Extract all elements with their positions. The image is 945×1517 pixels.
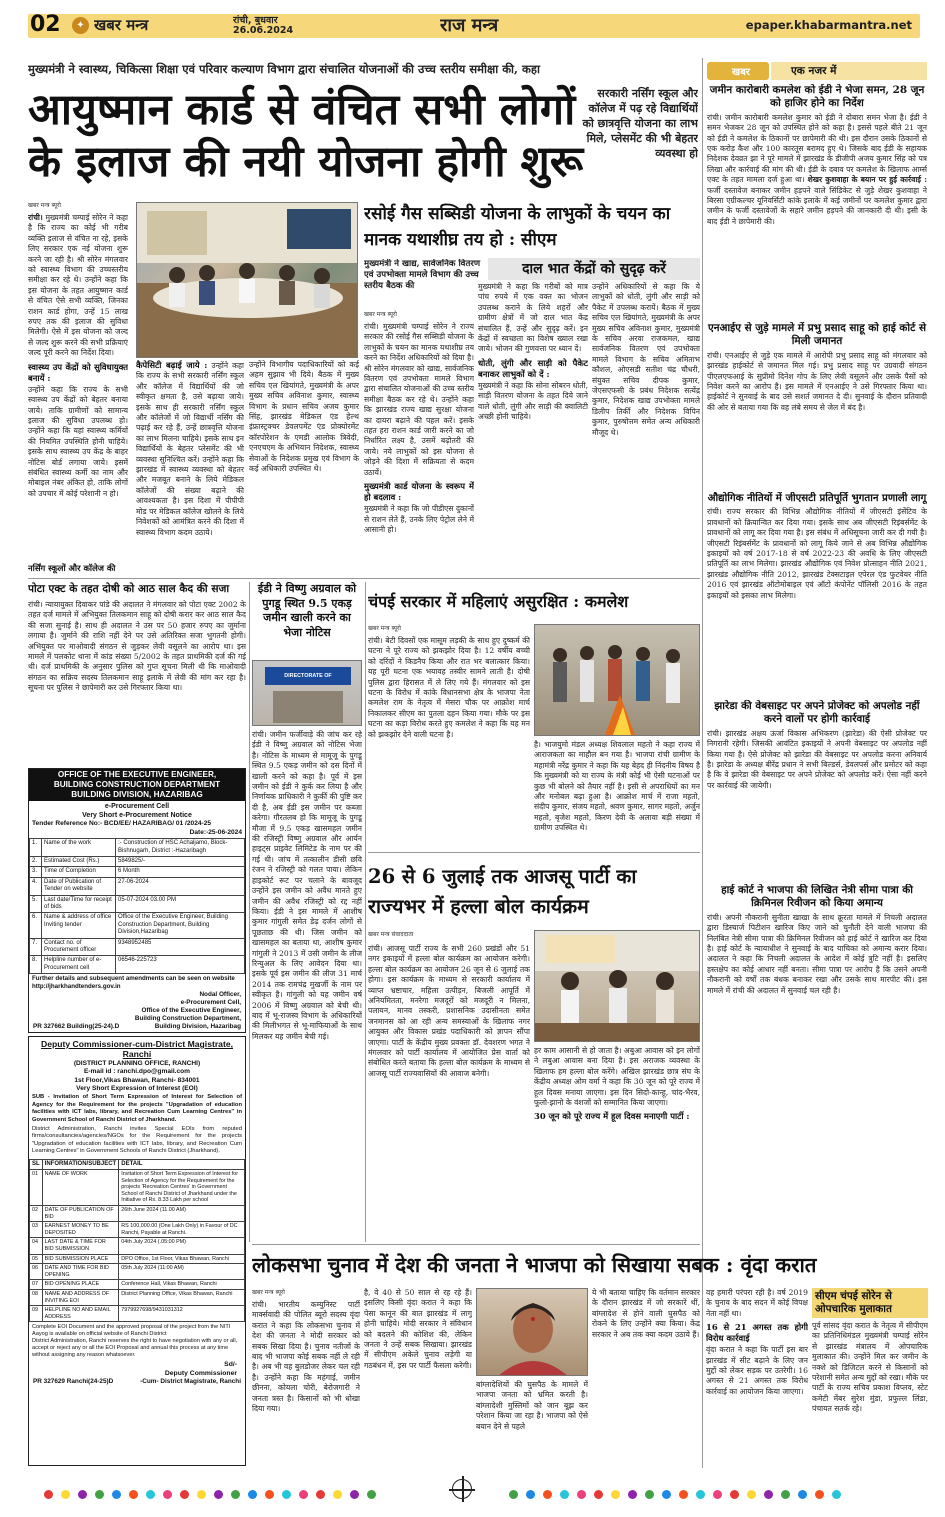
registration-color-dot bbox=[798, 1490, 807, 1499]
lead-dateline: रांची। bbox=[28, 213, 43, 222]
table-row bbox=[30, 1254, 245, 1264]
notice1-sign4: Building Construction Department, bbox=[134, 1014, 241, 1022]
row-subject: EARNEST MONEY TO BE DEPOSITED bbox=[42, 1222, 119, 1238]
row-subject: Helpline number of e-Procurement cell bbox=[42, 956, 116, 974]
registration-color-dot bbox=[265, 1490, 274, 1499]
ajsu-byline: खबर मन्त्र संवाददाता bbox=[368, 931, 414, 938]
section-title: राज मन्त्र bbox=[440, 15, 499, 36]
notice1-table bbox=[29, 838, 245, 974]
brinda-col1: रांची। भारतीय कम्युनिस्ट पार्टी मार्क्सवादी की पोलित ब्यूरो सदस्य वृंदा करात ने कहा कि लोकसभा चुनाव में देश की जनता ने मोदी सरकार को सबक सिखा दिया है। चुनाव नतीजों के बाद भी भाजपा कोई सबक नहीं ले रही है। अब भी वह बुलडोजर लेकर चल रही है। उन्होंने कहा कि महंगाई, जमीन छीनना, कोयला चोरी, बेरोजगारी ने जनता त्रस्त है। किसानों को भी धोखा दिया गया। bbox=[252, 1300, 360, 1414]
row-detail: Invitation of Short Term Expression of Interest for Selection of Agency for the Requirement for the projects 'Recreation Centres' in Government School of Ranchi District of Jharkhand under the Initiative of Rs. 8.33 Lakh per school bbox=[119, 1170, 245, 1206]
masthead bbox=[0, 0, 945, 50]
registration-color-dot bbox=[350, 1490, 359, 1499]
footer-dots-right bbox=[505, 1484, 905, 1496]
row-detail: District Planning Office, Vikas Bhawan, Ranchi bbox=[119, 1290, 245, 1306]
row-detail: DPO Office, 1st Floor, Vikas Bhawan, Ranchi bbox=[119, 1254, 245, 1264]
notice1-pr: PR 327662 Building(25-24).D bbox=[33, 1022, 120, 1030]
lead-col2-subhead: कैपेसिटी बढ़ाई जाये : bbox=[136, 360, 208, 370]
divider bbox=[368, 852, 700, 853]
gas-byline: खबर मन्त्र ब्यूरो bbox=[364, 311, 397, 318]
notice2-th-detail: DETAIL bbox=[119, 1159, 245, 1169]
registration-color-dot bbox=[197, 1490, 206, 1499]
row-number: 1. bbox=[30, 839, 42, 857]
registration-color-dot bbox=[299, 1490, 308, 1499]
ajsu-col1: रांची। आजसू पार्टी राज्य के सभी 260 प्रखंडों और 51 नगर इकाइयों में हल्ला बोल कार्यक्रम का आयोजन करेगी। हल्ला बोल कार्यक्रम का आयोजन 26 जून से 6 जुलाई तक होगा। इस कार्यक्रम के माध्यम से सरकारी कार्यालय में व्याप्त भ्रष्टाचार, महिला उत्पीड़न, बिजली आपूर्ति में अनियमितता, मनरेगा मजदूरों को मजदूरी न मिलना, पलायन, मानव तस्करी, प्रशासनिक उदासीनता समेत जनमानस को आ रही अन्य समस्याओं के खिलाफ नगर आयुक्त और विकास प्रखंड पदाधिकारी को ज्ञापन सौंपा जाएगा। पार्टी के केंद्रीय मुख्य प्रवक्ता डॉ. देवशरण भगत ने मंगलवार को पार्टी कार्यालय में आयोजित प्रेस वार्ता को संबोधित करते बताया कि हल्ला बोल कार्यक्रम के माध्यम से आजसू पार्टी राज्यवासियों की आवाज बनेगी। bbox=[368, 944, 530, 1078]
registration-color-dot bbox=[163, 1490, 172, 1499]
registration-color-dot bbox=[713, 1490, 722, 1499]
sidebar-t1-subhead: शेखर कुशवाहा के बयान पर हुई कार्रवाई : bbox=[807, 175, 927, 185]
row-number: 2. bbox=[30, 857, 42, 867]
row-detail: 27-06-2024 bbox=[116, 877, 245, 895]
notice2-th-subject: INFORMATION/SUBJECT bbox=[42, 1159, 119, 1169]
notice1-sub2: Very Short e-Procurement Notice bbox=[82, 812, 192, 819]
brinda-subhead: 16 से 21 अगस्त तक होगी विरोध कार्रवाई bbox=[706, 1322, 808, 1344]
sidebar-h3: औद्योगिक नीतियों में जीएसटी प्रतिपूर्ति भुगतान प्रणाली लागू bbox=[707, 492, 927, 504]
row-subject: Last date/Time for receipt of bids bbox=[42, 895, 116, 913]
table-row bbox=[30, 1280, 245, 1290]
lead-col3-text: उन्होंने विभागीय पदाधिकारियों को कई अहम सुझाव भी दिये। बैठक में मुख्य सचिव एल खियांगते, मुख्यमंत्री के अपर मुख्य सचिव अविनाश कुमार, स्वास्थ्य विभाग के प्रधान सचिव अजय कुमार सिंह, झारखंड मेडिकल एंड हेल्थ इंफ्रास्ट्रक्चर डेवलपमेंट एंड प्रोक्योरमेंट कॉरपोरेशन के एमडी आलोक त्रिवेदी, एनएचएम के अभियान निदेशक, स्वास्थ्य सेवाओं के निदेशक प्रमुख एवं विभाग के कई अधिकारी उपस्थित थे। bbox=[249, 360, 359, 474]
row-number: 7. bbox=[30, 938, 42, 956]
row-subject: NAME OF WORK bbox=[42, 1170, 119, 1206]
brinda-col2: है, वे 40 से 50 साल से रह रहे हैं। इसलिए किसी वृंदा करात ने कहा कि पेसा कानून की बात झारखंड में लागू होनी चाहिये। मोदी सरकार ने संविधान को बदलने की कोशिश की, लेकिन जनता ने उन्हें सबक सिखाया। झारखंड में सीपीएम अकेले चुनाव लड़ेगी या गठबंधन में, इस पर पार्टी फैसला करेगी। bbox=[364, 1288, 472, 1370]
registration-color-dot bbox=[628, 1490, 637, 1499]
sidebar-story-2 bbox=[707, 322, 927, 490]
gas-col2-text: मुख्यमंत्री ने कहा कि गरीबों को मात्र पांच रुपये में एक वक्त का भोजन उपलब्ध कराने के लिये शहरों और ग्रामीण क्षेत्रों में जो दाल भात केंद्र संचालित हैं, उन्हें और सुदृढ़ करें। इन केंद्रों में स्वच्छता का विशेष ख्याल रखा जाये। भोजन की गुणवत्ता पर ध्यान दें। bbox=[478, 282, 588, 354]
row-detail: 06546-225723 bbox=[116, 956, 245, 974]
row-number: 05 bbox=[30, 1254, 43, 1264]
registration-color-dot bbox=[367, 1490, 376, 1499]
notice1-sub1: e-Procurement Cell bbox=[104, 803, 170, 810]
registration-color-dot bbox=[730, 1490, 739, 1499]
registration-color-dot bbox=[78, 1490, 87, 1499]
sidebar-label-ek-nazar: एक नजर में bbox=[791, 65, 837, 77]
gas-col3-text: उन्होंने अधिकारियों से कहा कि ये लाभुकों को धोती, लुंगी और साड़ी को पैकेट में उपलब्ध करायें। बैठक में मुख्य सचिव एल खियांगते, मुख्यमंत्री के अपर मुख्य सचिव अविनाश कुमार, मुख्यमंत्री के सचिव अरवा राजकमल, खाद्य सार्वजनिक वितरण एवं उपभोक्ता मामले विभाग के सचिव अमिताभ कौशल, ओएसडी सतीश चंद्र चौधरी, संयुक्त सचिव दीपक कुमार, जेएसएफसी के प्रबंध निदेशक सत्येंद्र कुमार, निदेशक खाद्य उपभोक्ता मामले डिलीप तिर्की और निदेशक विपिन कुमार, पुरुषोत्तम समेत अन्य अधिकारी मौजूद थे। bbox=[592, 282, 700, 437]
row-subject: Date of Publication of Tender on website bbox=[42, 877, 116, 895]
row-detail: 05-07-2024 03.00 PM bbox=[116, 895, 245, 913]
registration-color-dot bbox=[282, 1490, 291, 1499]
gas-col2-subhead: धोती, लुंगी और साड़ी को पैकेट बनाकर लाभुकों को दें : bbox=[478, 357, 588, 379]
brand-logo-icon: ✦ bbox=[72, 17, 89, 34]
row-detail: 04th July 2024 (.05:00 PM) bbox=[119, 1238, 245, 1254]
lead-col2-text: उन्होंने कहा कि राज्य के सभी सरकारी नर्सिंग स्कूल और कॉलेज में विद्यार्थियों की जो स्वीकृत क्षमता है, उसे बढ़ाया जाये। इसके साथ ही सरकारी नर्सिंग स्कूल और कॉलेजों में जो विद्यार्थी नर्सिंग की पढ़ाई कर रहे हैं, उन्हें छात्रवृत्ति योजना का लाभ मिलना चाहिये। इसके साथ इन विद्यार्थियों के बेहतर प्लेसमेंट की भी व्यवस्था सुनिश्चित करें। उन्होंने कहा कि झारखंड में स्वास्थ्य व्यवस्था को बेहतर और मजबूत बनाने के लिये मेडिकल कॉलेजों की संख्या बढ़ाने की आवश्यकता है। इस दिशा में पीपीपी मोड पर मेडिकल कॉलेज खोलने के लिये निवेशकों को आमंत्रित करने की दिशा में स्वास्थ्य विभाग कदम उठाये। bbox=[136, 361, 244, 537]
registration-color-dot bbox=[645, 1490, 654, 1499]
ajsu-headline: 26 से 6 जुलाई तक आजसू पार्टी का राज्यभर में हल्ला बोल कार्यक्रम bbox=[368, 865, 637, 918]
sidebar-story-4 bbox=[707, 700, 927, 880]
page-number: 02 bbox=[30, 12, 61, 37]
registration-color-dot bbox=[832, 1490, 841, 1499]
registration-color-dot bbox=[594, 1490, 603, 1499]
registration-color-dot bbox=[61, 1490, 70, 1499]
gas-headline: रसोई गैस सब्सिडी योजना के लाभुकों के चयन का मानक यथाशीघ्र तय हो : सीएम bbox=[364, 204, 671, 250]
notice2-table bbox=[29, 1159, 245, 1323]
notice2-footer1: Complete EOI Document and the approved proposal of the project from the NITI Aayog is available on official website of Ranchi District bbox=[32, 1324, 231, 1338]
notice1-title3: BUILDING DIVISION, HAZARIBAG bbox=[71, 790, 203, 799]
gas-col1-text: रांची। मुख्यमंत्री चम्पाई सोरेन ने राज्य सरकार की रसोई गैस सब्सिडी योजना के लाभुकों के चयन का मानक यथाशीघ्र तय करने का निर्देश अधिकारियों को दिया है। श्री सोरेन मंगलवार को खाद्य, सार्वजनिक वितरण एवं उपभोक्ता मामले विभाग द्वारा संचालित योजनाओं की उच्च स्तरीय समीक्षा बैठक कर रहे थे। उन्होंने कहा कि झारखंड राज्य खाद्य सुरक्षा योजना का दायरा बढ़ाने की पहल करें। इसके तहत हरा राशन कार्ड जारी करने का जो निर्धारित लक्ष्य है, उसमें बढ़ोतरी की जाये। नये लाभुकों को इस योजना से जोड़ने की दिशा में सक्रियता से कदम उठायें। bbox=[364, 322, 474, 477]
table-row bbox=[30, 1306, 245, 1322]
divider bbox=[252, 1244, 700, 1245]
brinda-photo-caption: बांग्लादेशियों की घुसपैठ के मामले में भाजपा जनता को भ्रमित करती है। बांग्लादेशी मुस्लिमों को जान बूझ कर परेशान किया जा रहा है। भाजपा को ऐसे बयान देने से पहले bbox=[476, 1380, 588, 1431]
notice2-sd: Sd/- bbox=[224, 1361, 237, 1369]
registration-color-dot bbox=[112, 1490, 121, 1499]
registration-color-dot bbox=[543, 1490, 552, 1499]
gas-subbanner: दाल भात केंद्रों को सुदृढ़ करें bbox=[488, 258, 700, 280]
gas-col2 bbox=[478, 282, 588, 572]
ed-photo bbox=[252, 660, 362, 726]
registration-color-dot bbox=[214, 1490, 223, 1499]
footer-bar bbox=[0, 1474, 945, 1504]
row-subject: NAME AND ADDRESS OF INVITING EOI bbox=[42, 1290, 119, 1306]
registration-color-dot bbox=[526, 1490, 535, 1499]
lead-photo-meeting bbox=[136, 202, 358, 358]
sidebar-h1: जमीन कारोबारी कमलेश को ईडी ने भेजा समन, 28 जून को हाजिर होने का निर्देश bbox=[709, 84, 925, 110]
ajsu-subhead: 30 जून को पूरे राज्य में हूल दिवस मनाएगी पार्टी : bbox=[534, 1111, 690, 1122]
champai-col1: रांची। बेटी दिवसों एक मासूम लड़की के साथ हुए दुष्कर्म की घटना ने पूरे राज्य को झकझोर दिया है। 12 वर्षीय बच्ची को दरिंदों ने किडनैप किया और रात भर बलात्कार किया। यह पूरी घटना एक भयावह तस्वीर सामने लाती है। दोषी पुलिस द्वारा हिरासत में ले लिए गये हैं। मंगलवार को इस घटना के विरोध में कांके विधानसभा क्षेत्र के भाजपा नेता कमलेश राम के नेतृत्व में मेसरा चौक पर आक्रोश मार्च निकालकर सीएम का पुतला दहन किया गया। मौके पर इस घटना का कड़ा विरोध करते हुए कमलेश ने कहा कि यह मन को झकझोर देने वाली घटना है। bbox=[368, 636, 530, 739]
notice1-sign1: Nodal Officer, bbox=[199, 991, 241, 999]
notice2-sub2: E-mail id : ranchi.dpo@gmail.com bbox=[83, 1068, 191, 1076]
sidebar-story-1 bbox=[707, 84, 927, 319]
meeting-photo-illustration bbox=[137, 203, 358, 358]
row-detail: 9348952485 bbox=[116, 938, 245, 956]
ajsu-col2-text: हर काम आसानी से हो जाता है। अबुआ आवास को इन लोगों ने लबुआ आवास बना दिया है। इस अराजक व्यवस्था के खिलाफ हम हल्ला बोल करेंगे। अखिल झारखंड छात्र संघ के केंद्रीय अध्यक्ष ओम वर्मा ने कहा कि 30 जून को पूरे राज्य में हूल दिवस मनाया जाएगा। इस दिन सिदो-कान्हू, चांद-भैरव, फूलो-झानो के वंशजों को सम्मानित किया जाएगा। bbox=[534, 1046, 700, 1108]
registration-color-dot bbox=[781, 1490, 790, 1499]
registration-color-dot bbox=[333, 1490, 342, 1499]
lead-para1: मुख्यमंत्री चम्पाई सोरेन ने कहा है कि राज्य का कोई भी गरीब व्यक्ति इलाज से वंचित ना रहे, इसके लिए सरकार एक नई योजना शुरू करने जा रही है। श्री सोरेन मंगलवार को स्वास्थ्य विभाग की उच्चस्तरीय समीक्षा कर रहे थे। उन्होंने कहा कि इस योजना के तहत आयुष्मान कार्ड से वंचित ऐसे सभी व्यक्ति, जिनका राशन कार्ड होगा, उन्हें 15 लाख रुपए तक की इलाज की सुविधा मिलेगी। ऐसे में इस योजना को जल्द से जल्द शुरू करने की सभी प्रक्रियाएं जल्द पूरी करने का निर्देश दिया। bbox=[28, 213, 128, 358]
lead-col1 bbox=[28, 213, 128, 568]
notice1-sign5: Building Division, Hazaribag bbox=[154, 1022, 241, 1030]
brinda-col4-text: वह हमारी परंपरा रही है। वर्ष 2019 के चुनाव के बाद सदन में कोई विपक्ष नेता नहीं था। bbox=[706, 1288, 808, 1318]
table-row bbox=[30, 1290, 245, 1306]
sidebar-label-khabar: खबर bbox=[732, 67, 750, 78]
notice2-footer2: District Administration, Ranchi reserves the right to have negotiation with any or all, accept or reject any or all the EOI Proposal and annual this process at any time without assigning any reason whatsoever. bbox=[32, 1338, 238, 1359]
row-subject: DATE OF PUBLICATION OF BID bbox=[42, 1206, 119, 1222]
notice1-sign2: e-Procurement Cell, bbox=[180, 999, 241, 1007]
row-number: 06 bbox=[30, 1264, 43, 1280]
lead-col1-subhead2: नर्सिंग स्कूलों और कॉलेज की bbox=[28, 563, 116, 573]
brinda-col3: ये भी बताया चाहिए कि वर्तमान सरकार के दौरान झारखंड में जो सरकारें थीं, बांग्लादेश से होने वाली घुसपैठ को रोकने के लिए उन्होंने क्या किया। केंद्र सरकार ने अब तक क्या कदम उठाये हैं। bbox=[592, 1288, 700, 1339]
ed-photo-caption: DIRECTORATE OF bbox=[265, 667, 351, 685]
row-detail: Conference Hall, Vikas Bhawan, Ranchi bbox=[119, 1280, 245, 1290]
notice2-sub1: (DISTRICT PLANNING OFFICE, RANCHI) bbox=[73, 1059, 201, 1067]
row-subject: HELPLINE NO AND EMAIL ADDRESS bbox=[42, 1306, 119, 1322]
registration-color-dot bbox=[146, 1490, 155, 1499]
registration-color-dot bbox=[577, 1490, 586, 1499]
ed-headline: ईडी ने विष्णु अग्रवाल को पुगडू स्थित 9.5 एकड़ जमीन खाली करने का भेजा नोटिस bbox=[257, 582, 357, 639]
gas-col1b-text: मुख्यमंत्री ने कहा कि जो पीडीएस दुकानों से राशन लेते हैं, उनके लिए पेट्रोल लेने में आसानी हो। bbox=[364, 504, 474, 534]
registration-color-dot bbox=[747, 1490, 756, 1499]
epaper-url[interactable]: epaper.khabarmantra.net bbox=[745, 18, 912, 32]
notice2-body2: District Administration, Ranchi invites Special EOIs from reputed firms/consultancies/agencies/NGOs for the Requirement for the projects "Upgradation of education facilities with ICT labs, library, and Recreation Cum Learning Centres" in Government Schools of Ranchi District (Jharkhand). bbox=[32, 1126, 242, 1155]
row-subject: BID OPENING PLACE bbox=[42, 1280, 119, 1290]
row-number: 5. bbox=[30, 895, 42, 913]
row-subject: Time of Completion bbox=[42, 867, 116, 877]
gas-side-deck: मुख्यमंत्री ने खाद्य, सार्वजनिक वितरण एवं उपभोक्ता मामले विभाग की उच्च स्तरीय बैठक की bbox=[364, 259, 481, 291]
sidebar-t1: रांची। जमीन कारोबारी कमलेश कुमार को ईडी ने दोबारा समन भेजा है। ईडी ने समन भेजकर 28 जून को उपस्थित होने को कहा है। इससे पहले बीते 21 जून को ईडी ने कमलेश के ठिकानों पर छापेमारी की थी। इस दौरान उसके ठिकानों से एक करोड़ कैश और 100 कारतूस बरामद हुए थे। जिसके बाद ईडी के सहायक निदेशक देवव्रत झा ने पूरे मामले में झारखंड के डीजीपी अजय कुमार सिंह को पत्र लिखा और कार्रवाई की मांग की थी। ईडी के दबाव पर कमलेश के खिलाफ आर्म्स एक्ट के तहत मामला दर्ज हुआ था। bbox=[707, 112, 927, 185]
press-conference-illustration bbox=[535, 931, 700, 1042]
ed-text: रांची। जमीन फर्जीवाड़े की जांच कर रहे ईडी ने विष्णु अग्रवाल को नोटिस भेजा है। नोटिस के माध्यम से मामूजू के पुगडू स्थित 9.5 एकड़ जमीन को दस दिनों में खाली करने को कहा है। पूर्व में इस जमीन को ईडी ने कुर्क कर लिया है और निर्णायक प्राधिकारी ने कुर्की की पुष्टि कर दी है, अब ईडी इस जमीन पर कब्जा करेगा। गौरतलब हो कि मामूजू के पुगडू मौजा में 9.5 एकड़ खासमहल जमीन की रजिस्ट्री विष्णु अग्रवाल और आर्यन हाइट्स प्राइवेट लिमिटेड के नाम पर की गई थी। जांच में तत्कालीन डीसी छवि रंजन ने रजिस्ट्री को गलत पाया। लेकिन हाइकोर्ट रूट पर चलाने के बावजूद उन्होंने इस जमीन को अवैध मानते हुए जमीन की अवैध रजिस्ट्री को रद्द नहीं किया। ईडी ने इस मामले में आशीष कुमार गांगुली समेत डेढ़ दर्जन लोगों से पूछताछ की थी। जिस जमीन को खासमहल का बताया था, आशीष कुमार गांगुली ने 2013 में उसी जमीन के लीज रिन्युअल के लिए आवेदन दिया था। इसके पूर्व इस जमीन की लीज 31 मार्च 2014 तक रामचंद्र मुखर्जी के नाम पर स्वीकृत है। गांगुली को यह जमीन वर्ष 2006 में विष्णु अग्रवाल को बेची थी। बाद में भू-राजस्व विभाग के अधिकारियों की मिलीभगत से भू-माफियाओं के साथ मिलकर यह जमीन बेची गई। bbox=[252, 730, 362, 1041]
row-subject: DATE AND TIME FOR BID OPENING bbox=[42, 1264, 119, 1280]
notice1-footer: Further details and subsequent amendments can be seen on website http://jharkhandtenders.gov.in bbox=[32, 975, 235, 990]
champai-col2: है। भाजयुमो मंडल अध्यक्ष शिवलाल महतो ने कहा राज्य में आराजकता का माहौल बन गया है। भाजपा रांची ग्रामीण के महामंत्री नरेंद्र कुमार ने कहा कि यह बेहद ही निंदनीय विषय है कि मुख्यमंत्री को या राज्य के मंत्री कोई भी ऐसी घटनाओं पर कुछ भी बोलने को तैयार नहीं है। इसी से अपराधियों का मन और मनोबल बढ़ा हुआ है। आक्रोश मार्च में राजा महतो, संदीप कुमार, संजय महतो, श्रवण कुमार, सागर महतो, अर्जुन महतो, बृजेश महतो, किरण देवी के अलावा बड़ी संख्या में ग्रामीण उपस्थित थे। bbox=[534, 740, 700, 833]
row-number: 02 bbox=[30, 1206, 43, 1222]
sidebar-h2: एनआईए से जुड़े मामले में प्रभु प्रसाद साहू को हाई कोर्ट से मिली जमानत bbox=[708, 322, 926, 348]
champai-headline: चंपई सरकार में महिलाएं असुरक्षित : कमलेश bbox=[368, 592, 629, 611]
champai-byline: खबर मन्त्र ब्यूरो bbox=[368, 625, 401, 632]
lead-subhead1: स्वास्थ्य उप केंद्रों को सुविधायुक्त बनायें : bbox=[28, 361, 128, 383]
gas-col1-subhead: मुख्यमंत्री कार्ड योजना के स्वरूप में हो बदलाव : bbox=[364, 481, 474, 503]
registration-color-dot bbox=[248, 1490, 257, 1499]
notice1-title2: BUILDING CONSTRUCTION DEPARTMENT bbox=[53, 780, 221, 789]
sidebar-story-5 bbox=[707, 884, 927, 1244]
row-subject: LAST DATE & TIME FOR BID SUBMISSION bbox=[42, 1238, 119, 1254]
registration-color-dot bbox=[509, 1490, 518, 1499]
lead-side-deck: सरकारी नर्सिंग स्कूल और कॉलेज में पढ़ रहे विद्यार्थियों को छात्रवृत्ति योजना का लाभ मिले, प्लेसमेंट की भी बेहतर व्यवस्था हो bbox=[582, 87, 698, 160]
table-row bbox=[30, 1264, 245, 1280]
notice2-title: Deputy Commissioner-cum-District Magistrate, Ranchi bbox=[41, 1039, 233, 1060]
cm-meet-text: पूर्व सांसद वृंदा करात के नेतृत्व में सीपीएम का प्रतिनिधिमंडल मुख्यमंत्री चम्पाई सोरेन से झारखंड मंत्रालय में ओपचारिक मुलाकात की। उन्होंने मिल कर जमीन के नक्शे को डिजिटल करने से किसानों को परेशानी समेत अन्य मुद्दों को रखा। मौके पर पार्टी के राज्य सचिव प्रकाश विप्लव, स्टेट कमेटी मेंबर सुरेश मुंडा, प्रफुल्ल लिंडा, पंचायत सतर्क रहे। bbox=[812, 1321, 928, 1414]
row-detail: Office of the Executive Engineer, Building Construction Department, Building Division,Hazaribag bbox=[116, 913, 245, 938]
potka-headline: पोटा एक्ट के तहत दोषी को आठ साल कैद की सजा bbox=[28, 583, 230, 595]
table-row bbox=[30, 938, 245, 956]
notice1-ref: Tender Reference No:- BCD/EE/ HAZARIBAG/ 01 /2024-25 bbox=[32, 820, 212, 827]
gas-col3 bbox=[592, 282, 700, 572]
masthead-date: 26.06.2024 bbox=[233, 25, 294, 36]
row-number: 01 bbox=[30, 1170, 43, 1206]
sidebar-h4: झारेडा की वेबसाइट पर अपने प्रोजेक्ट को अपलोड नहीं करने वालों पर होगी कार्रवाई bbox=[714, 700, 920, 726]
potka-text: रांची। न्यायायुक्त दिवाकर पांडे की अदालत ने मंगलवार को पोटा एक्ट 2002 के तहत दर्ज मामले में अभियुक्त तिलकमान साहू को दोषी करार कर आठ साल कैद की सजा सुनाई है। साथ ही अदालत ने उस पर 50 हजार रुपए का जुर्माना लगाया है। जुर्माने की राशि नहीं देने पर उसे अतिरिक्त सजा भुगतनी होगी। अभियुक्त पर माओवादी संगठन से जुड़कर लेवी वसूलने का आरोप था। इस मामले में पलकोट थाना में कांड संख्या 5/2002 के तहत प्राथमिकी दर्ज की गई थी। दर्ज प्राथमिकी के अनुसार पुलिस को गुप्त सूचना मिली थी कि माओवादी संगठन का सक्रिय सदस्य तिलकमान साहू इलाके में लेवी की मांग कर रहा है। सूचना पर पुलिस ने छापेमारी कर उसे गिरफ्तार किया था। bbox=[28, 600, 246, 693]
row-detail: 5849825/- bbox=[116, 857, 245, 867]
table-row bbox=[30, 839, 245, 857]
footer-dots-left bbox=[40, 1484, 420, 1496]
brinda-portrait-photo bbox=[476, 1288, 588, 1376]
table-row bbox=[30, 877, 245, 895]
row-subject: Contact no. of Procurement officer bbox=[42, 938, 116, 956]
table-row bbox=[30, 913, 245, 938]
notice2-sign1: Deputy Commissioner bbox=[164, 1369, 237, 1377]
row-number: 04 bbox=[30, 1238, 43, 1254]
notice2-th-sl: SL bbox=[30, 1159, 43, 1169]
sidebar-t3: रांची। राज्य सरकार की विभिन्न औद्योगिक नीतियों में जीएसटी इंसेंटिव के प्रावधानों को क्रियान्वित कर दिया गया। इसके साथ अब जीएसटी रिइंबर्समेंट के प्रावधानों को लागू कर दिया गया है। इस संबंध में अधिसूचना जारी कर दी गयी है। जीएसटी रिइंबर्समेंट के प्रावधानों को लागू किये जाने से अब विभिन्न औद्योगिक इकाइयों को वर्ष 2017-18 से वर्ष 2022-23 की अवधि के लिए जीएसटी प्रतिपूर्ति का लाभ मिलेगा। झारखंड औद्योगिक एवं निवेश प्रोत्साहन नीति 2021, झारखंड औद्योगिक नीति 2012, झारखंड टेक्सटाइल एपेरल एंड फुटवेयर नीति 2016 एवं झारखंड ऑटोमोबाइल एवं ऑटो कंपोनेंट पॉलिसी 2016 के तहत इकाइयों को इसका लाभ मिलेगा। bbox=[707, 507, 927, 600]
row-subject: Name of the work bbox=[42, 839, 116, 857]
divider bbox=[28, 578, 700, 579]
sidebar-t1b: फर्जी दस्तावेज बनाकर जमीन हड़पने वाले सिंडिकेट से जुड़े शेखर कुशवाहा ने बिरसा एग्रीकल्चर यूनिवर्सिटी कांके इलाके में कई जमीनों पर कमलेश कुमार द्वारा जमीन के फर्जी दस्तावेजों के सहारे जमीन हड़पने की जानकारी दी थी। इसी के बाद ईडी ने छापेमारी की। bbox=[707, 185, 927, 226]
sidebar-h5: हाई कोर्ट ने भाजपा की लिखित नेत्री सीमा पात्रा की क्रिमिनल रिवीजन को किया अमान्य bbox=[721, 884, 913, 910]
registration-color-dot bbox=[560, 1490, 569, 1499]
lead-byline: खबर मन्त्र ब्यूरो bbox=[28, 202, 61, 209]
row-detail: 6 Month bbox=[116, 867, 245, 877]
registration-color-dot bbox=[696, 1490, 705, 1499]
registration-color-dot bbox=[316, 1490, 325, 1499]
registration-color-dot bbox=[662, 1490, 671, 1499]
row-number: 4. bbox=[30, 877, 42, 895]
notice2-pr: PR 327629 Ranchi(24-25)D bbox=[33, 1378, 114, 1386]
brinda-col4b-text: वृंदा करात ने कहा कि पार्टी इस बार झारखंड में सीट बढ़ाने के लिए जन मुद्दों को लेकर सड़क पर उतरेगी। 16 अगस्त से 21 अगस्त तक विरोध कार्रवाई का आयोजन किया जाएगा। bbox=[706, 1345, 808, 1396]
notice1-date: Date:-25-06-2024 bbox=[189, 828, 242, 836]
registration-color-dot bbox=[679, 1490, 688, 1499]
lead-kicker: मुख्यमंत्री ने स्वास्थ्य, चिकित्सा शिक्षा एवं परिवार कल्याण विभाग द्वारा संचालित योजनाओं की उच्च स्तरीय समीक्षा की, कहा bbox=[28, 62, 540, 76]
row-detail: 7979927698/9431031312 bbox=[119, 1306, 245, 1322]
row-number: 08 bbox=[30, 1290, 43, 1306]
lead-col2 bbox=[136, 360, 244, 572]
divider bbox=[365, 582, 366, 1242]
lead-para2: उन्होंने कहा कि राज्य के सभी स्वास्थ्य उप केंद्रों को बेहतर बनाया जाये। ताकि ग्रामीणों को सामान्य इलाज की सुविधा उपलब्ध हो। उन्होंने कहा कि यहां स्वास्थ्य कर्मियों की नियमित उपस्थिति होनी चाहिये। इसके साथ स्वास्थ्य उप केंद्र के बाहर नोटिस बोर्ड लगाया जाये। इसमें संबंधित स्वास्थ्य कर्मी का नाम और मोबाइल नंबर अंकित हो, ताकि लोगों को उपचार में कोई परेशानी न हो। bbox=[28, 384, 128, 498]
row-subject: Name & address of office Inviting tender bbox=[42, 913, 116, 938]
sidebar-t4: रांची। झारखंड अक्षय ऊर्जा विकास अभिकरण (झारेडा) की ऐसी प्रोजेक्ट पर निगरानी रहेगी। जिसकी आवंटित इकाइयों ने अपनी वेबसाइट पर अपलोड नहीं किया गया है। ऐसे प्रोजेक्ट को झारेडा की वेबसाइट पर अपलोड करना अनिवार्य है। झारेडा के अध्यक्ष बीरेंद्र प्रधान ने सभी बिल्डर्स, डेवलपर्स और प्रमोटर को कहा है कि वे झारेडा की वेबसाइट पर अपने प्रोजेक्ट को अपलोड करें। ऐसा नहीं करने पर कार्रवाई की जायेगी। bbox=[707, 728, 927, 790]
row-number: 09 bbox=[30, 1306, 43, 1322]
ajsu-press-photo bbox=[534, 930, 700, 1042]
registration-color-dot bbox=[129, 1490, 138, 1499]
row-subject: BID SUBMISSION PLACE bbox=[42, 1254, 119, 1264]
sidebar-story-3 bbox=[707, 492, 927, 678]
row-detail: :- Construction of HSC Achaljamo, Block- Bishnugarh, District :-Hazaribagh bbox=[116, 839, 245, 857]
table-row bbox=[30, 1238, 245, 1254]
divider bbox=[249, 582, 250, 1242]
notice1-title1: OFFICE OF THE EXECUTIVE ENGINEER, bbox=[57, 770, 217, 779]
row-detail: 05th July 2024 (11:00 AM) bbox=[119, 1264, 245, 1280]
notice2-sign2: -Cum- District Magistrate, Ranchi bbox=[140, 1378, 241, 1386]
registration-mark-icon bbox=[452, 1479, 472, 1499]
row-detail: 26th June 2024 (11.00 AM) bbox=[119, 1206, 245, 1222]
registration-color-dot bbox=[180, 1490, 189, 1499]
registration-color-dot bbox=[815, 1490, 824, 1499]
table-row bbox=[30, 956, 245, 974]
row-number: 6. bbox=[30, 913, 42, 938]
table-row bbox=[30, 1206, 245, 1222]
sidebar-t2: रांची। एनआईए से जुड़े एक मामले में आरोपी प्रभु प्रसाद साहू को मंगलवार को झारखंड हाईकोर्ट से जमानत मिल गई। प्रभु प्रसाद साहू पर उग्रवादी संगठन पीएलएफआई के सुप्रीमो दिनेश गोप के लिए लेवी वसूलने और उसके पैसों को निवेश करने का आरोप है। इस मामले में एनआईए ने उसे गिरफ्तार किया था। हाईकोर्ट ने सुनवाई के बाद उसे सशर्त जमानत दे दी। सुनवाई के दौरान प्रतिवादी की ओर से बताया गया कि वह लंबे समय से जेल में बंद है। bbox=[707, 350, 927, 412]
lead-headline: आयुष्मान कार्ड से वंचित सभी लोगों के इलाज की नयी योजना होगी शुरू bbox=[28, 85, 584, 187]
row-number: 03 bbox=[30, 1222, 43, 1238]
gas-col2b-text: मुख्यमंत्री ने कहा कि सोना सोबरन धोती, साड़ी वितरण योजना के तहत दिये जाने वाले धोती, लुंगी और साड़ी की क्वालिटी अच्छी होनी चाहिये। bbox=[478, 380, 588, 422]
ajsu-col2 bbox=[534, 1046, 700, 1240]
lead-col3 bbox=[249, 360, 359, 572]
brinda-byline: खबर मन्त्र ब्यूरो bbox=[252, 1289, 285, 1296]
protest-photo-illustration bbox=[535, 625, 700, 736]
sidebar-t5: रांची। अपनी नौकरानी सुनीता खाखा के साथ क्रूरता मामले में निचली अदालत द्वारा डिस्चार्ज पिटीशन खारिज किए जाने को चुनौती देने वाली भाजपा की निलंबित नेत्री सीमा पात्रा की क्रिमिनल रिवीजन को हाई कोर्ट ने खारिज कर दिया है। हाई कोर्ट के न्यायाधीश ने सुनवाई के बाद याचिका को अमान्य करार दिया। अदालत ने कहा कि निचली अदालत के आदेश में कोई त्रुटि नहीं है। इसलिए हस्तक्षेप का कोई आधार नहीं बनता। सीमा पात्रा पर आरोप है कि उसने अपनी नौकरानी को वर्षों तक बंधक बनाकर रखा और उसके साथ मारपीट की। इस मामले में रांची की अदालत में सुनवाई चल रही है। bbox=[707, 912, 927, 995]
registration-color-dot bbox=[764, 1490, 773, 1499]
table-row bbox=[30, 857, 245, 867]
notice2-sub4: Very Short Expression of Interest (EOI) bbox=[76, 1085, 198, 1093]
row-number: 8. bbox=[30, 956, 42, 974]
masthead-city-day: रांची, बुधवार bbox=[233, 15, 278, 25]
table-row bbox=[30, 1170, 245, 1206]
registration-color-dot bbox=[231, 1490, 240, 1499]
eoi-notice-ranchi bbox=[28, 1036, 246, 1466]
cm-meet-headline: सीएम चंपई सोरेन से ओपचारिक मुलाकात bbox=[812, 1288, 928, 1318]
row-number: 07 bbox=[30, 1280, 43, 1290]
row-number: 3. bbox=[30, 867, 42, 877]
gas-col1 bbox=[364, 322, 474, 572]
registration-color-dot bbox=[95, 1490, 104, 1499]
tender-notice-hazaribag bbox=[28, 768, 246, 1033]
cm-meet-box bbox=[812, 1288, 928, 1466]
row-subject: Estimated Cost (Rs.) bbox=[42, 857, 116, 867]
table-row bbox=[30, 867, 245, 877]
brand-name: खबर मन्त्र bbox=[94, 16, 149, 34]
registration-color-dot bbox=[611, 1490, 620, 1499]
brinda-headline: लोकसभा चुनाव में देश की जनता ने भाजपा को सिखाया सबक : वृंदा करात bbox=[252, 1253, 817, 1277]
row-detail: RS 100,000.00 (One Lakh Only) in Favour of DC Ranchi, Payable at Ranchi. bbox=[119, 1222, 245, 1238]
notice1-sign3: Office of the Executive Engineer, bbox=[141, 1007, 241, 1015]
notice2-sub3: 1st Floor,Vikas Bhawan, Ranchi- 834001 bbox=[74, 1076, 200, 1084]
champai-protest-photo bbox=[534, 624, 700, 736]
portrait-illustration bbox=[477, 1289, 588, 1376]
registration-color-dot bbox=[44, 1490, 53, 1499]
sidebar-header bbox=[707, 62, 927, 80]
brinda-col4 bbox=[706, 1288, 808, 1466]
table-row bbox=[30, 895, 245, 913]
notice2-body: SUB - Invitation of Short Term Expression of Interest for Selection of Agency for the Requirement for the projects "Upgradation of education facilities with ICT labs, library, and Recreation Cum Learning Centres" in Government School of Ranchi District of Jharkhand. bbox=[32, 1094, 242, 1123]
table-row bbox=[30, 1222, 245, 1238]
